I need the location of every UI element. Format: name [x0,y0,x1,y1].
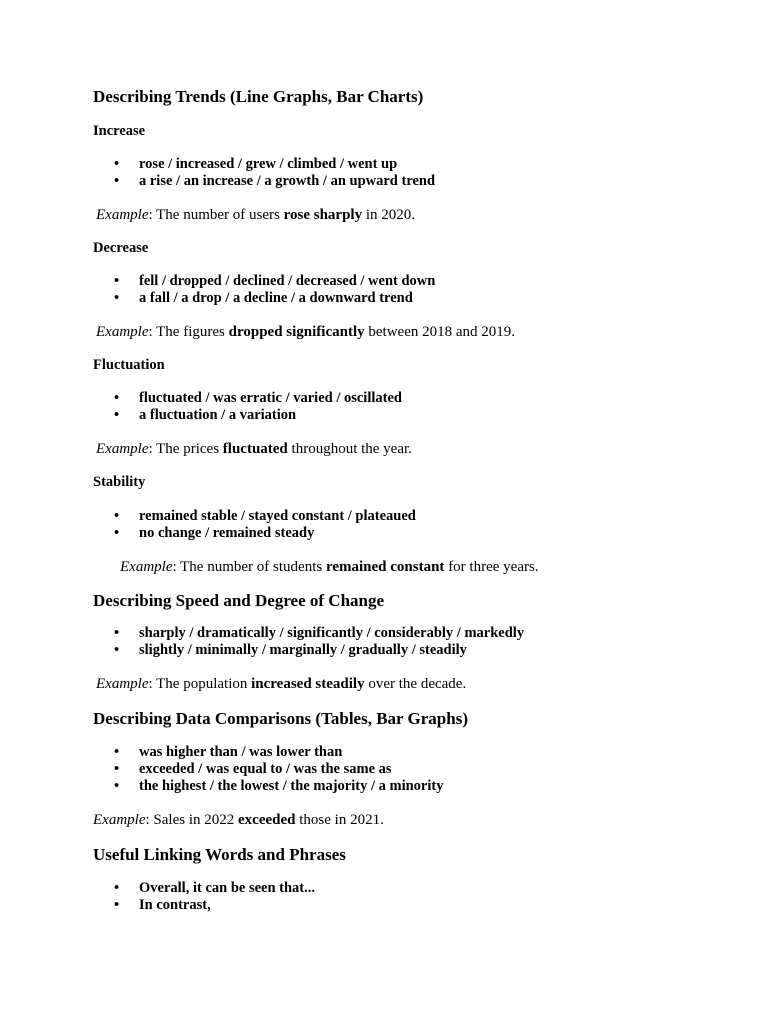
list-speed [93,625,733,659]
list-fluctuation [93,390,733,424]
section-heading-trends: Describing Trends (Line Graphs, Bar Charts) [93,87,424,106]
list-item: • fell / dropped / declined / decreased / went down [114,273,436,289]
bullet-icon: • [114,897,120,913]
bullet-icon: • [114,880,120,896]
section-heading-comparisons: Describing Data Comparisons (Tables, Bar Graphs) [93,709,468,728]
list-item: • exceeded / was equal to / was the same as [114,761,392,777]
bullet-icon: • [114,778,120,794]
bullet-icon: • [114,642,120,658]
list-item: • In contrast, [114,897,211,913]
bullet-icon: • [114,390,120,406]
list-linking [93,880,733,914]
list-item: • a fall / a drop / a decline / a downward trend [114,290,413,306]
subheading-decrease: Decrease [93,240,149,256]
example-decrease: Example: The figures dropped significantly between 2018 and 2019. [96,324,516,340]
list-item: • no change / remained steady [114,525,315,541]
list-item: • fluctuated / was erratic / varied / oscillated [114,390,402,406]
example-comparisons: Example: Sales in 2022 exceeded those in 2021. [93,812,384,828]
subheading-increase: Increase [93,123,146,139]
bullet-icon: • [114,744,120,760]
list-item: • sharply / dramatically / significantly / considerably / markedly [114,625,525,641]
bullet-icon: • [114,625,120,641]
section-heading-speed: Describing Speed and Degree of Change [93,591,385,610]
list-comparisons [93,744,733,795]
bullet-icon: • [114,508,120,524]
list-decrease [93,273,733,307]
example-increase: Example: The number of users rose sharply in 2020. [96,207,416,223]
list-item: • remained stable / stayed constant / plateaued [114,508,416,524]
list-item: • was higher than / was lower than [114,744,343,760]
example-fluctuation: Example: The prices fluctuated throughout the year. [96,441,412,457]
list-stability [93,508,733,542]
bullet-icon: • [114,761,120,777]
bullet-icon: • [114,407,120,423]
list-item: • rose / increased / grew / climbed / went up [114,156,398,172]
bullet-icon: • [114,173,120,189]
list-item: • Overall, it can be seen that... [114,880,315,896]
list-item: • slightly / minimally / marginally / gradually / steadily [114,642,467,658]
example-speed: Example: The population increased steadily over the decade. [96,676,467,692]
bullet-icon: • [114,290,120,306]
bullet-icon: • [114,525,120,541]
example-stability: Example: The number of students remained constant for three years. [120,559,539,575]
subheading-fluctuation: Fluctuation [93,357,165,373]
list-increase [93,156,733,190]
subheading-stability: Stability [93,474,146,490]
document-body [93,86,733,914]
list-item: • a fluctuation / a variation [114,407,297,423]
list-item: • a rise / an increase / a growth / an upward trend [114,173,436,189]
bullet-icon: • [114,156,120,172]
section-heading-linking: Useful Linking Words and Phrases [93,845,346,864]
bullet-icon: • [114,273,120,289]
list-item: • the highest / the lowest / the majority / a minority [114,778,444,794]
